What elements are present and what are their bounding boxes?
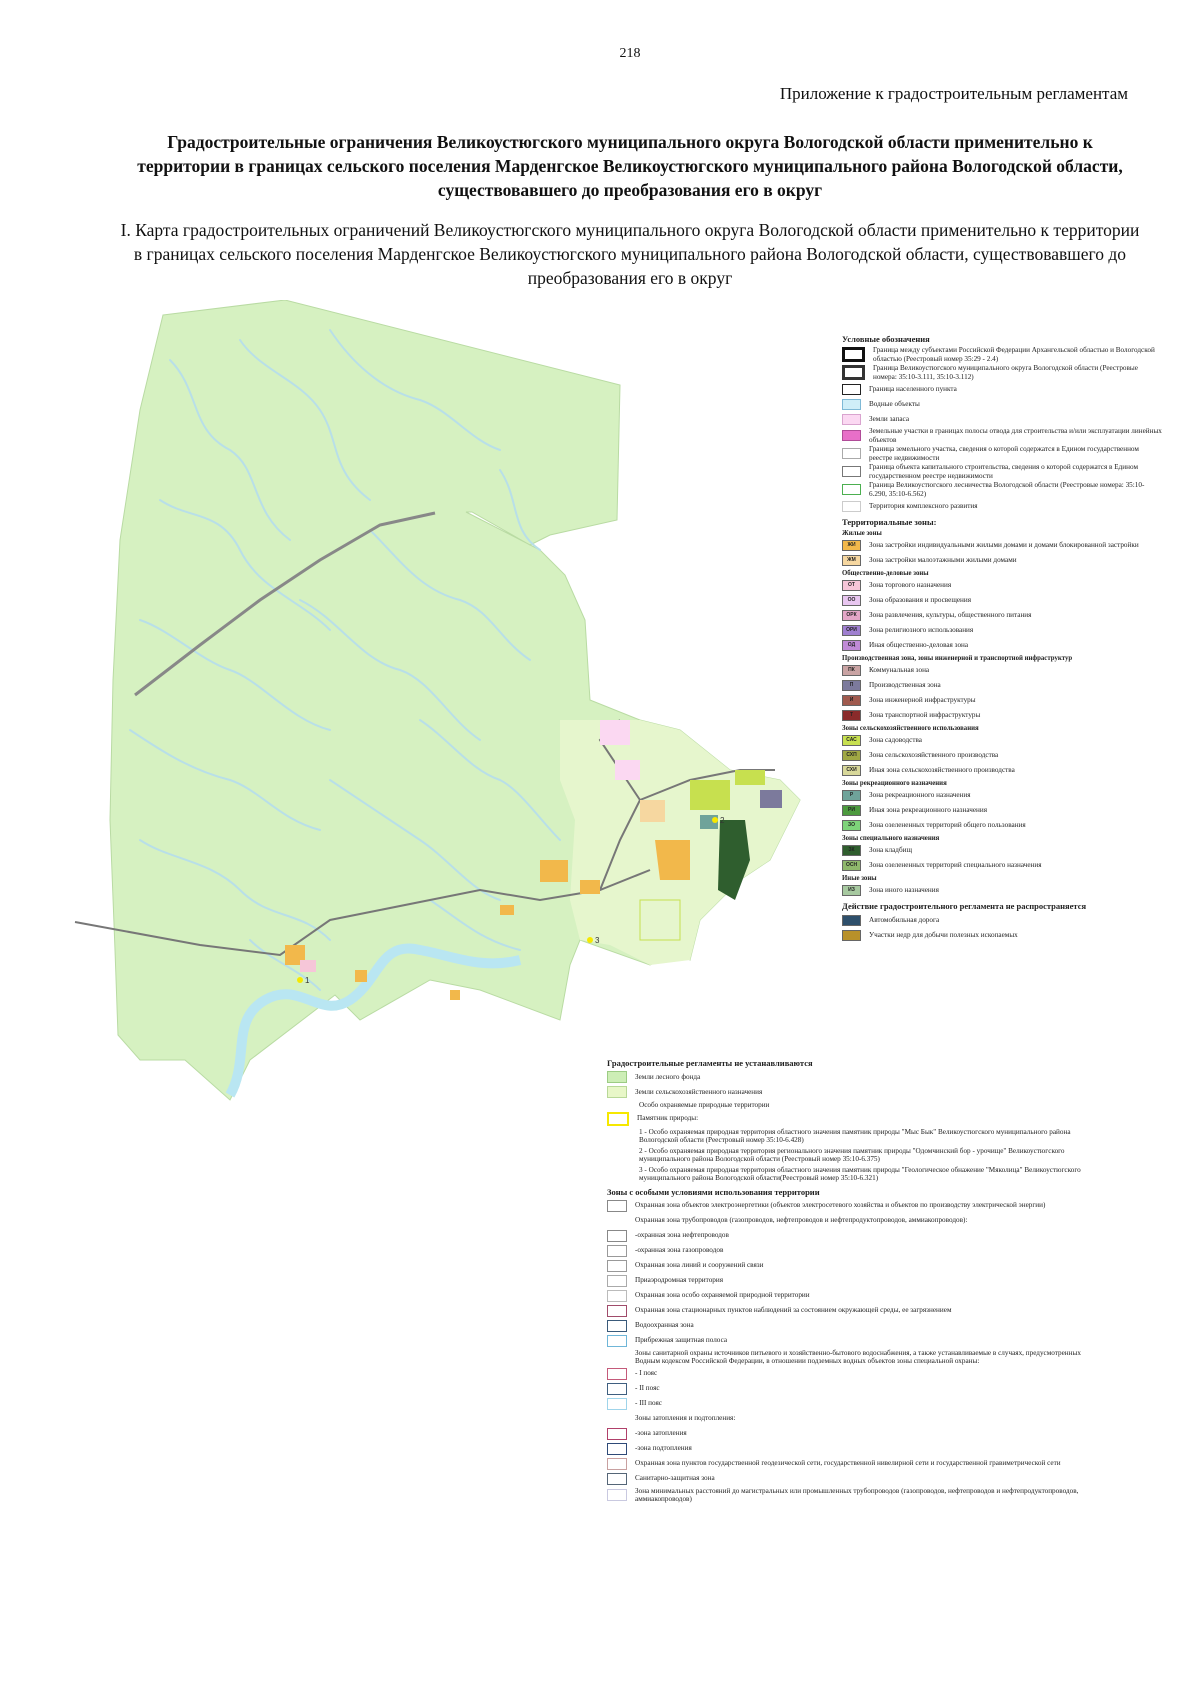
zone-item-4-2	[842, 818, 1162, 832]
zone-item-3-0	[842, 733, 1162, 747]
zouit-item-swatch	[607, 1489, 627, 1501]
zone-item-4-1	[842, 803, 1162, 817]
zouit-item-label: - II пояс	[635, 1384, 660, 1393]
zone-item-4-0	[842, 788, 1162, 802]
reg-item-label: Участки недр для добычи полезных ископаемых	[869, 930, 1018, 939]
zone-item-1-1	[842, 593, 1162, 607]
zones-heading: Территориальные зоны:	[842, 517, 937, 527]
zouit-item-12	[607, 1382, 1107, 1396]
zouit-item-swatch	[607, 1275, 627, 1287]
zouit-item-10	[607, 1349, 1107, 1366]
zouit-item-19	[607, 1487, 1107, 1504]
zouit-item-1	[607, 1214, 1107, 1228]
legend-secondary	[607, 1054, 1107, 1505]
zone-item-swatch: ОТ	[842, 580, 861, 591]
zouit-item-label: -охранная зона нефтепроводов	[635, 1231, 729, 1240]
zone-item-3-1	[842, 748, 1162, 762]
zouit-item-swatch	[607, 1428, 627, 1440]
zone-item-label: Зона сельскохозяйственного производства	[869, 750, 999, 759]
zouit-item-label: - I пояс	[635, 1369, 658, 1378]
zone-item-label: Иная зона рекреационного назначения	[869, 805, 988, 814]
legend-item-label: Граница объекта капитального строительства, сведения о которой содержатся в Едином государственном реестре недвижимости	[869, 463, 1138, 480]
zone-item-2-3	[842, 708, 1162, 722]
monument-heading: Памятник природы:	[637, 1114, 699, 1123]
zouit-item-swatch	[607, 1335, 627, 1347]
zone-item-1-4	[842, 638, 1162, 652]
zouit-item-4	[607, 1259, 1107, 1273]
zouit-item-swatch	[607, 1398, 627, 1410]
land-item-1	[607, 1085, 1107, 1099]
zouit-heading: Зоны с особыми условиями использования территории	[607, 1186, 820, 1197]
zouit-item-16	[607, 1442, 1107, 1456]
legend-item-4	[842, 412, 1162, 426]
map-subtitle: I. Карта градостроительных ограничений Великоустюгского муниципального округа Вологодской области применительно к территории в границах сельского поселения Марденгское Великоустюгского муниципального района Вологодской области, существовавшего до преобразования его в округ	[120, 220, 1140, 288]
zouit-item-label: Зоны затопления и подтопления:	[635, 1414, 736, 1423]
land-item-label: Земли сельскохозяйственного назначения	[635, 1087, 763, 1096]
zone-item-3-2	[842, 763, 1162, 777]
legend-main	[842, 330, 1162, 943]
zone-item-label: Иная зона сельскохозяйственного производства	[869, 765, 1015, 774]
zouit-item-swatch	[607, 1473, 627, 1485]
legend-item-1	[842, 364, 1162, 381]
zone-item-swatch: ЗК	[842, 845, 861, 856]
legend-item-3	[842, 397, 1162, 411]
zouit-item-label: Водоохранная зона	[635, 1321, 694, 1330]
zone-item-label: Производственная зона	[869, 680, 941, 689]
zouit-item-swatch	[607, 1230, 627, 1242]
zouit-item-label: Охранная зона трубопроводов (газопроводов, нефтепроводов и нефтепродуктопроводов, аммиакопроводов):	[635, 1216, 968, 1225]
legend-item-label: Территория комплексного развития	[869, 501, 978, 510]
zone-item-2-2	[842, 693, 1162, 707]
zouit-item-label: Санитарно-защитная зона	[635, 1474, 715, 1483]
zouit-item-8	[607, 1319, 1107, 1333]
zouit-item-label: - III пояс	[635, 1399, 662, 1408]
land-item-swatch	[607, 1086, 627, 1098]
zouit-item-label: Прибрежная защитная полоса	[635, 1336, 728, 1345]
zone-group-title: Жилые зоны	[842, 530, 882, 537]
legend-item-swatch	[842, 448, 861, 459]
zouit-item-label: Зона минимальных расстояний до магистральных или промышленных трубопроводов (газопроводов, нефтепроводов и нефтепродуктопроводов, аммиакопроводов)	[635, 1486, 1079, 1503]
zone-item-swatch: СХП	[842, 750, 861, 761]
zone-item-swatch: И	[842, 695, 861, 706]
zouit-item-label: Зоны санитарной охраны источников питьевого и хозяйственно-бытового водоснабжения, а также устанавливаемые в случаях, предусмотренных Водным кодексом Российской Федерации, в отношении подземных водных объектов зоны специальной охраны:	[635, 1348, 1081, 1365]
legend-item-0	[842, 346, 1162, 363]
zone-item-label: Зона инженерной инфраструктуры	[869, 695, 976, 704]
legend-item-8	[842, 481, 1162, 498]
legend-item-6	[842, 445, 1162, 462]
zouit-item-3	[607, 1244, 1107, 1258]
document-title: Градостроительные ограничения Великоустюгского муниципального округа Вологодской области применительно к территории в границах сельского поселения Марденгское Великоустюгского муниципального района Вологодской области, существовавшего до преобразования его в округ	[137, 132, 1123, 200]
zouit-item-swatch	[607, 1290, 627, 1302]
zone-group-title: Зоны специального назначения	[842, 835, 940, 842]
reg-item-1	[842, 928, 1162, 942]
zone-item-swatch: ПК	[842, 665, 861, 676]
zouit-item-swatch	[607, 1443, 627, 1455]
zouit-item-swatch	[607, 1245, 627, 1257]
land-item-swatch	[607, 1071, 627, 1083]
legend-item-label: Граница населенного пункта	[869, 384, 957, 393]
zone-item-swatch: ЗО	[842, 820, 861, 831]
legend-item-9	[842, 499, 1162, 513]
zone-item-label: Зона озелененных территорий специального назначения	[869, 860, 1042, 869]
zouit-item-17	[607, 1457, 1107, 1471]
zone-item-swatch: ОРИ	[842, 625, 861, 636]
zone-item-label: Зона религиозного использования	[869, 625, 974, 634]
monument-swatch	[607, 1112, 629, 1126]
zouit-item-label: Охранная зона пунктов государственной геодезической сети, государственной нивелирной сети и государственной гравиметрической сети	[635, 1459, 1061, 1468]
zone-group-title: Общественно-деловые зоны	[842, 570, 929, 577]
zouit-item-label: Охранная зона линий и сооружений связи	[635, 1261, 764, 1270]
reg-item-swatch	[842, 915, 861, 926]
legend-item-2	[842, 382, 1162, 396]
zone-item-swatch: СХИ	[842, 765, 861, 776]
zouit-item-label: Охранная зона стационарных пунктов наблюдений за состоянием окружающей среды, ее загрязнением	[635, 1306, 952, 1315]
legend-item-swatch	[842, 384, 861, 395]
monument-label-3: 3	[595, 936, 600, 945]
reg-item-label: Автомобильная дорога	[869, 915, 940, 924]
legend-item-5	[842, 427, 1162, 444]
zone-item-label: Зона торгового назначения	[869, 580, 952, 589]
zouit-item-label: Охранная зона объектов электроэнергетики (объектов электросетевого хозяйства и объектов по производству электрической энергии)	[635, 1201, 1046, 1210]
zone-item-label: Зона садоводства	[869, 735, 922, 744]
legend-heading: Условные обозначения	[842, 334, 930, 344]
zone-group-title: Иные зоны	[842, 875, 877, 882]
zone-item-2-1	[842, 678, 1162, 692]
zouit-item-7	[607, 1304, 1107, 1318]
legend-item-7	[842, 463, 1162, 480]
zone-item-5-0	[842, 843, 1162, 857]
legend-item-swatch	[842, 365, 865, 380]
zouit-item-11	[607, 1367, 1107, 1381]
zone-item-label: Иная общественно-деловая зона	[869, 640, 969, 649]
zouit-item-swatch	[607, 1305, 627, 1317]
legend-item-swatch	[842, 399, 861, 410]
legend-item-label: Граница Великоустюгского лесничества Вологодской области (Реестровые номера: 35:10-6.290, 35:10-6.562)	[869, 481, 1145, 498]
zone-item-label: Зона озелененных территорий общего пользования	[869, 820, 1026, 829]
zouit-item-swatch	[607, 1320, 627, 1332]
zouit-item-label: -охранная зона газопроводов	[635, 1246, 724, 1255]
reg-item-swatch	[842, 930, 861, 941]
zone-item-label: Зона транспортной инфраструктуры	[869, 710, 981, 719]
zone-item-swatch: ОСН	[842, 860, 861, 871]
land-item-label: Земли лесного фонда	[635, 1072, 701, 1081]
zone-item-swatch: ОД	[842, 640, 861, 651]
zouit-item-18	[607, 1472, 1107, 1486]
zouit-item-swatch	[607, 1458, 627, 1470]
map-canvas[interactable]	[0, 300, 850, 1140]
zone-item-swatch: САС	[842, 735, 861, 746]
legend-item-label: Граница Великоустюгского муниципального округа Вологодской области (Реестровые номера: 35:10-3.111, 35:10-3.112)	[873, 364, 1138, 381]
zone-item-swatch: ЖМ	[842, 555, 861, 566]
appendix-label: Приложение к градостроительным регламентам	[779, 84, 1128, 103]
zone-group-title: Производственная зона, зоны инженерной и транспортной инфраструктур	[842, 655, 1073, 662]
zone-item-swatch: ИЗ	[842, 885, 861, 896]
zone-item-6-0	[842, 883, 1162, 897]
zouit-item-0	[607, 1199, 1107, 1213]
zouit-item-6	[607, 1289, 1107, 1303]
zone-item-label: Зона развлечения, культуры, общественного питания	[869, 610, 1032, 619]
zone-item-swatch: П	[842, 680, 861, 691]
zouit-item-label: Охранная зона особо охраняемой природной территории	[635, 1291, 810, 1300]
zone-item-2-0	[842, 663, 1162, 677]
legend-item-swatch	[842, 347, 865, 362]
zone-item-swatch: Р	[842, 790, 861, 801]
monument-label-1: 1	[305, 976, 310, 985]
oopt-label: Особо охраняемые природные территории	[639, 1101, 770, 1109]
zouit-item-15	[607, 1427, 1107, 1441]
zone-item-1-2	[842, 608, 1162, 622]
legend-item-swatch	[842, 484, 861, 495]
zone-item-label: Зона застройки малоэтажными жилыми домами	[869, 555, 1017, 564]
zouit-item-14	[607, 1412, 1107, 1426]
page-number: 218	[619, 46, 641, 61]
zone-group-title: Зоны сельскохозяйственного использования	[842, 725, 979, 732]
legend-item-swatch	[842, 414, 861, 425]
legend-item-swatch	[842, 501, 861, 512]
legend-item-label: Граница земельного участка, сведения о которой содержатся в Едином государственном реестре недвижимости	[869, 445, 1139, 462]
zone-item-label: Зона иного назначения	[869, 885, 939, 894]
legend-item-label: Земли запаса	[869, 414, 910, 423]
zouit-item-label: -зона затопления	[635, 1429, 687, 1438]
zone-item-label: Зона образования и просвещения	[869, 595, 972, 604]
zone-item-swatch: Т	[842, 710, 861, 721]
zouit-item-2	[607, 1229, 1107, 1243]
zouit-item-swatch	[607, 1200, 627, 1212]
zone-item-label: Зона застройки индивидуальными жилыми домами и домами блокированной застройки	[869, 540, 1139, 549]
zouit-item-swatch	[607, 1383, 627, 1395]
zouit-item-5	[607, 1274, 1107, 1288]
zouit-item-13	[607, 1397, 1107, 1411]
zone-item-0-0	[842, 538, 1162, 552]
legend-item-label: Водные объекты	[869, 399, 920, 408]
legend-item-swatch	[842, 466, 861, 477]
zouit-item-label: Приаэродромная территория	[635, 1276, 724, 1285]
zone-item-label: Коммунальная зона	[869, 665, 930, 674]
zone-item-1-3	[842, 623, 1162, 637]
zone-item-swatch: ЖИ	[842, 540, 861, 551]
zone-item-swatch: ОРК	[842, 610, 861, 621]
zone-item-label: Зона рекреационного назначения	[869, 790, 971, 799]
regulation-heading: Действие градостроительного регламента не распространяется	[842, 901, 1087, 911]
zone-item-swatch: ОО	[842, 595, 861, 606]
monument-item-2: 2 - Особо охраняемая природная территория регионального значения памятник природы "Одомчинский бор - урочище" Великоустюгского муниципального района Вологодской области (Реестровый номер 35:10-6.375)	[639, 1146, 1065, 1163]
zouit-item-swatch	[607, 1260, 627, 1272]
land-item-0	[607, 1070, 1107, 1084]
legend-item-label: Земельные участки в границах полосы отвода для строительства и/или эксплуатации линейных объектов	[869, 427, 1162, 444]
zouit-item-9	[607, 1334, 1107, 1348]
zone-item-0-1	[842, 553, 1162, 567]
zouit-item-swatch	[607, 1368, 627, 1380]
zouit-item-label: -зона подтопления	[635, 1444, 692, 1453]
monument-label-2: 2	[720, 816, 725, 825]
reg-item-0	[842, 913, 1162, 927]
zone-group-title: Зоны рекреационного назначения	[842, 780, 947, 787]
zone-item-5-1	[842, 858, 1162, 872]
zone-item-label: Зона кладбищ	[869, 845, 912, 854]
legend2-heading: Градостроительные регламенты не устанавливаются	[607, 1058, 813, 1068]
legend-item-swatch	[842, 430, 861, 441]
zone-item-1-0	[842, 578, 1162, 592]
legend-item-label: Граница между субъектами Российской Федерации Архангельской областью и Вологодской областью (Реестровый номер 35:29 - 2.4)	[873, 346, 1155, 363]
monument-legend	[607, 1112, 1107, 1126]
monument-item-3: 3 - Особо охраняемая природная территория областного значения памятник природы "Геологическое обнажение "Мяколица" Великоустюгского муниципального района Вологодской области(Реестровый номер 35:10-6.321)	[639, 1165, 1081, 1182]
zone-item-swatch: РИ	[842, 805, 861, 816]
monument-item-1: 1 - Особо охраняемая природная территория областного значения памятник природы "Мыс Бык" Великоустюгского муниципального района Вологодской области (Реестровый номер 35:10-6.428)	[639, 1127, 1071, 1144]
